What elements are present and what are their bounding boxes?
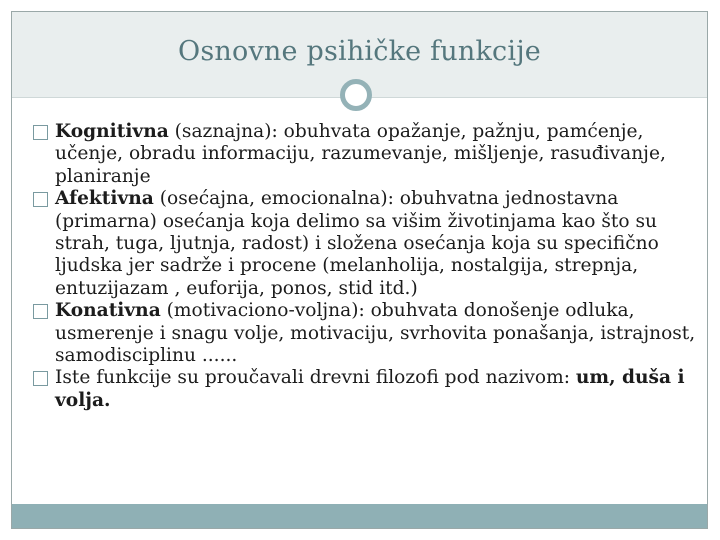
term-afektivna: Afektivna	[55, 188, 154, 210]
term-um-dusa-volja: um, duša i volja.	[55, 367, 685, 411]
item-text: (osećajna, emocionalna): obuhvatna jednostavna (primarna) osećanja koja delimo sa višim životinjama kao što su strah, tuga, ljutnja, radost) i složena osećanja koja su specifično ljudska jer sadrže i procene (melanholija, nostalgija, strepnja, entuzijazam , euforija, ponos, stid itd.)	[55, 188, 659, 299]
list-item	[33, 121, 698, 188]
item-text: (saznajna): obuhvata opažanje, pažnju, pamćenje, učenje, obradu informaciju, razumevanje, mišljenje, rasuđivanje, planiranje	[55, 121, 666, 187]
list-item	[33, 300, 698, 367]
checkbox-bullet-icon	[33, 125, 48, 140]
list-item	[33, 367, 698, 412]
item-text: Iste funkcije su proučavali drevni filozofi pod nazivom:	[55, 367, 576, 389]
item-text: (motivaciono-voljna): obuhvata donošenje odluka, usmerenje i snagu volje, motivaciju, svrhovita ponašanja, istrajnost, samodisciplinu ......	[55, 300, 696, 367]
list-item	[33, 188, 698, 300]
checkbox-bullet-icon	[33, 192, 48, 207]
checkbox-bullet-icon	[33, 304, 48, 319]
bullet-list	[33, 121, 698, 412]
term-konativna: Konativna	[55, 300, 161, 322]
term-kognitivna: Kognitivna	[55, 121, 169, 142]
footer-band	[12, 504, 707, 528]
divider-circle-ornament	[340, 79, 372, 111]
slide-title: Osnovne psihičke funkcije	[178, 36, 541, 67]
checkbox-bullet-icon	[33, 371, 48, 386]
